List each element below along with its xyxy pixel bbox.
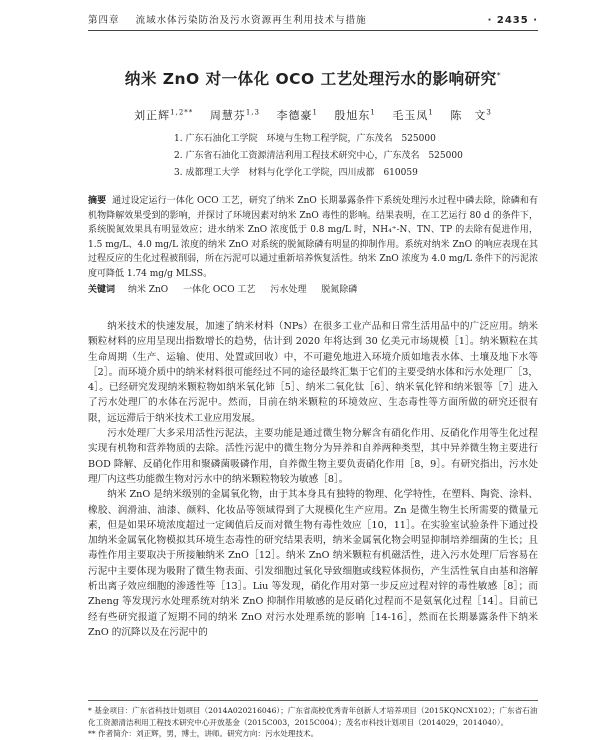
author (450, 109, 491, 122)
author (334, 109, 375, 122)
body-paragraph: 污水处理厂大多采用活性污泥法，主要功能是通过微生物分解含有硝化作用、反硝化作用等生化过程实现有机物和营养物质的去除。活性污泥中的微生物分为异养和自养两种类型，其中异养微生物主要进行 BOD 降解、反硝化作用和聚磷菌吸磷作用，自养微生物主要负责硝化作用［8，9］。有研究指出，污水处理厂内这些功能微生物对污水中的纳米颗粒物较为敏感［8］。 (88, 428, 538, 485)
paper-title (88, 67, 538, 89)
author-affil-mark: 1,2** (170, 108, 194, 117)
footnotes (88, 700, 538, 740)
abstract-text: 通过设定运行一体化 OCO 工艺，研究了纳米 ZnO 长期暴露条件下系统处理污水过程中磷去除，除磷和有机物降解效果受到的影响，并探讨了环境因素对纳米 ZnO 毒性的影响。结果表明，在工艺运行 80 d 的条件下，系统脱氮效果具有明显效应；进水纳米 ZnO 浓度低于 0.8 mg/L 时，NH₄⁺-N、TN、TP 的去除有促进作用，1.5 mg/L、4.0 mg/L 浓度的纳米 ZnO 对系统的脱氮除磷有明显的抑制作用。系统对纳米 ZnO 的响应表现在其过程反应的生化过程被削弱，所在污泥可以通过重新培养恢复活性。纳米 ZnO 浓度为 4.0 mg/L 条件下的污泥浓度可降低 1.74 mg/g MLSS。 (88, 196, 538, 279)
keyword: 一体化 OCO 工艺 (183, 285, 256, 295)
abstract-label: 摘要 (88, 196, 107, 206)
author-name: 刘正辉 (134, 109, 171, 122)
abstract (88, 194, 538, 281)
footnote-author-bio: ** 作者简介：刘正辉，男，博士，讲师。研究方向：污水处理技术。 (88, 729, 319, 738)
author (276, 109, 317, 122)
body-text (88, 319, 538, 640)
running-head (88, 0, 538, 31)
author-name: 陈 文 (450, 109, 487, 122)
author-name: 李德豪 (276, 109, 313, 122)
author-name: 殷旭东 (334, 109, 371, 122)
author-list (88, 107, 538, 123)
keywords-label: 关键词 (88, 285, 116, 295)
author-affil-mark: 1 (428, 108, 434, 117)
page-number: · 2435 · (487, 15, 538, 26)
affiliation-list (174, 131, 538, 182)
keyword: 污水处理 (270, 285, 307, 295)
body-paragraph: 纳米技术的快速发展，加速了纳米材料（NPs）在很多工业产品和日常生活用品中的广泛应用。纳米颗粒材料的应用呈现出指数增长的趋势，估计到 2020 年将达到 30 亿美元市场规模［1］。纳米颗粒在其生命周期（生产、运输、使用、处置或回收）中，不可避免地进入环境介质如地表水体、土壤及地下水等［2］。而环境介质中的纳米材料很可能经过不同的途径最终汇集于它们的主要受纳水体和污水处理厂［3，4］。已经研究发现纳米颗粒物如纳米氧化铈［5］、纳米二氧化钛［6］、纳米氧化锌和纳米银等［7］进入了污水处理厂的水体在污泥中。然而，目前在纳米颗粒的环境效应、生态毒性等方面所做的研究还很有限，远远滞后于纳米技术工业应用发展。 (88, 321, 538, 424)
author (392, 109, 433, 122)
author (134, 109, 193, 122)
affiliation: 2. 广东省石油化工资源清洁利用工程技术研究中心，广东茂名 525000 (174, 151, 463, 161)
keyword: 脱氮除磷 (321, 285, 358, 295)
affiliation: 3. 成都理工大学 材料与化学化工学院，四川成都 610059 (174, 168, 418, 178)
keywords (88, 283, 538, 297)
section-title: 流域水体污染防治及污水资源再生利用技术与措施 (135, 15, 367, 26)
author-affil-mark: 1 (312, 108, 318, 117)
author-name: 毛玉凤 (392, 109, 429, 122)
paper-title-text: 纳米 ZnO 对一体化 OCO 工艺处理污水的影响研究 (124, 70, 497, 88)
keyword: 纳米 ZnO (127, 285, 169, 295)
author-name: 周慧芬 (209, 109, 246, 122)
author-affil-mark: 3 (486, 108, 492, 117)
affiliation: 1. 广东石油化工学院 环境与生物工程学院，广东茂名 525000 (174, 134, 436, 144)
chapter-label: 第四章 (88, 15, 120, 26)
running-head-left (88, 12, 367, 26)
body-paragraph: 纳米 ZnO 是纳米级别的金属氧化物，由于其本身具有独特的物理、化学特性，在塑料、陶瓷、涂料、橡胶、润滑油、油漆、颜料、化妆品等领域得到了大规模化生产应用。Zn 是微生物生长所需要的微量元素，但是如果环境浓度超过一定阈值后反而对微生物有毒性效应［10，11］。在实验室试验条件下通过投加纳米金属氧化物模拟其环境生态毒性的研究结果表明，纳米金属氧化物会明显抑制培养细菌的生长；且毒性作用主要取决于所接触纳米 ZnO［12］。纳米 ZnO 纳米颗粒有机磁活性，进入污水处理厂后容易在污泥中主要体现为吸附了微生物表面、引发细胞过氧化导致细胞或线粒体损伤，产生活性氧自由基和溶解析出离子效应细胞的渗透性等［13］。Liu 等发现，硝化作用对第一步反应过程对锌的毒性敏感［8］；而 Zheng 等发现污水处理系统对纳米 ZnO 抑制作用敏感的是反硝化过程而不是氨氧化过程［14］。目前已经有些研究报道了短期不同的纳米 ZnO 对污水处理系统的影响［14-16］，然而在长期暴露条件下纳米 ZnO 的沉降以及在污泥中的 (88, 489, 538, 638)
author-affil-mark: 1 (370, 108, 376, 117)
author (210, 109, 260, 122)
title-footnote-mark: * (496, 70, 502, 80)
author-affil-mark: 1,3 (245, 108, 260, 117)
footnote-funding: * 基金项目：广东省科技计划项目（2014A020216046）；广东省高校优秀青年创新人才培养项目（2015KQNCX102）；广东省石油化工资源清洁利用工程技术研究中心开放基金（2015C003，2015C004）；茂名市科技计划项目（2014029，2014040）。 (88, 706, 538, 727)
